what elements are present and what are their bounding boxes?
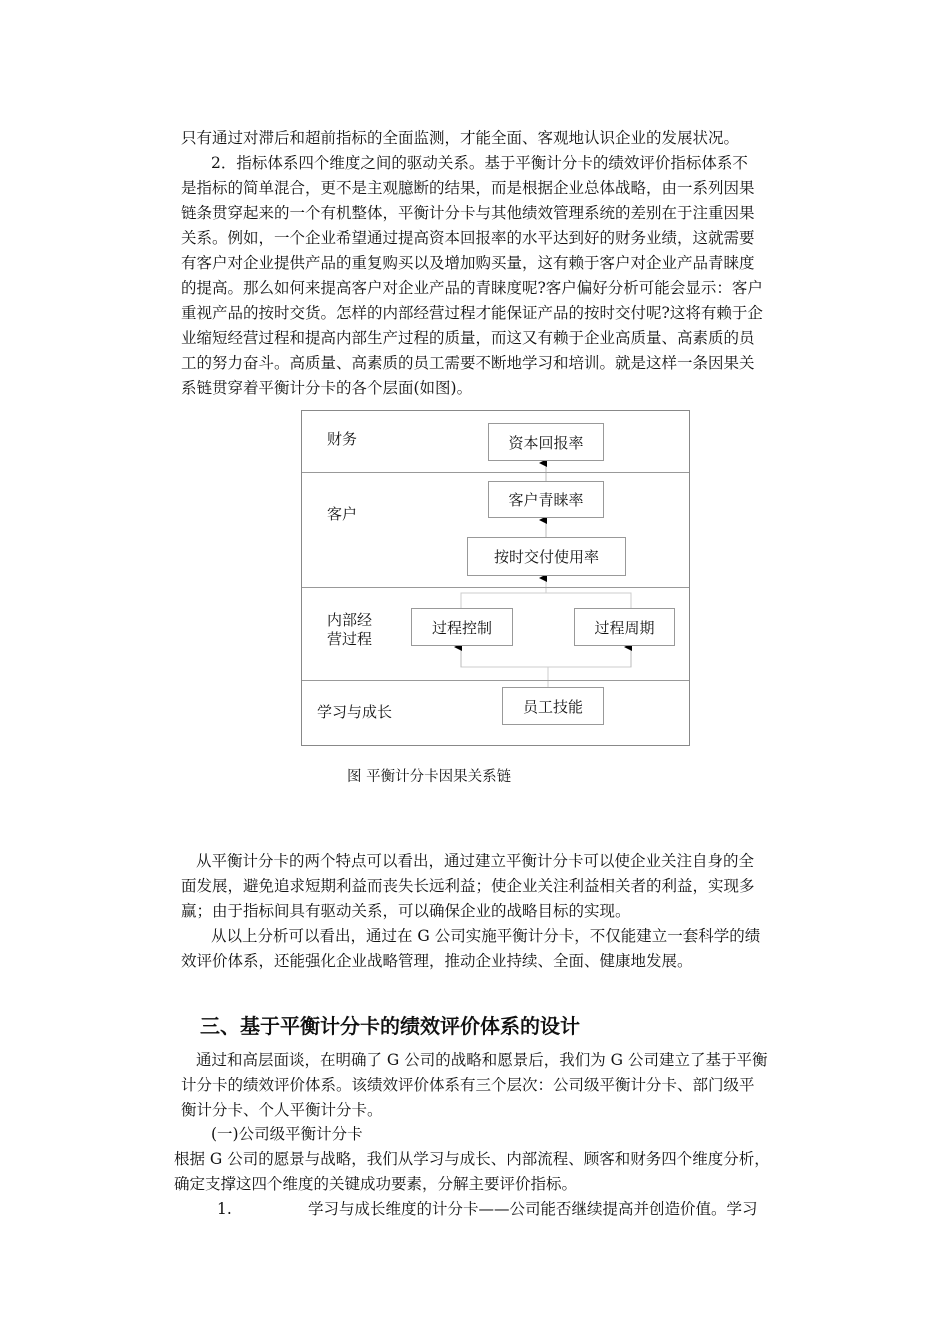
layer-label-internal: 营过程 xyxy=(327,630,373,648)
text-line: 重视产品的按时交货。怎样的内部经营过程才能保证产品的按时交付呢?这将有赖于企 xyxy=(181,304,763,322)
text-line: 从以上分析可以看出，通过在 G 公司实施平衡计分卡，不仅能建立一套科学的绩 xyxy=(211,927,761,945)
text-line: 工的努力奋斗。高质量、高素质的员工需要不断地学习和培训。就是这样一条因果关 xyxy=(181,354,755,372)
list-item-number: 1. xyxy=(217,1200,232,1218)
list-item-text: 学习与成长维度的计分卡——公司能否继续提高并创造价值。学习 xyxy=(308,1200,758,1218)
text-line: 2．指标体系四个维度之间的驱动关系。基于平衡计分卡的绩效评价指标体系不 xyxy=(211,154,748,172)
layer-label-internal: 内部经 xyxy=(327,611,373,629)
text-line: 的提高。那么如何来提高客户对企业产品的青睐度呢?客户偏好分析可能会显示：客户 xyxy=(181,279,763,297)
text-line: 从平衡计分卡的两个特点可以看出，通过建立平衡计分卡可以使企业关注自身的全 xyxy=(196,852,755,870)
box-process-control: 过程控制 xyxy=(411,608,513,646)
box-employee-skill: 员工技能 xyxy=(502,687,604,725)
text-line: 确定支撑这四个维度的关键成功要素，分解主要评价指标。 xyxy=(174,1175,578,1193)
text-line: 根据 G 公司的愿景与战略，我们从学习与成长、内部流程、顾客和财务四个维度分析， xyxy=(174,1150,770,1168)
text-line: 业缩短经营过程和提高内部生产过程的质量，而这又有赖于企业高质量、高素质的员 xyxy=(181,329,755,347)
text-line: 计分卡的绩效评价体系。该绩效评价体系有三个层次：公司级平衡计分卡、部门级平 xyxy=(181,1076,755,1094)
text-line: 只有通过对滞后和超前指标的全面监测，才能全面、客观地认识企业的发展状况。 xyxy=(181,129,740,147)
subheading: (一)公司级平衡计分卡 xyxy=(211,1125,363,1143)
text-line: 赢；由于指标间具有驱动关系，可以确保企业的战略目标的实现。 xyxy=(181,902,631,920)
box-return-on-capital: 资本回报率 xyxy=(488,423,604,461)
section-heading: 三、基于平衡计分卡的绩效评价体系的设计 xyxy=(200,1014,580,1038)
layer-label-learning: 学习与成长 xyxy=(317,703,393,721)
text-line: 面发展，避免追求短期利益而丧失长远利益；使企业关注利益相关者的利益，实现多 xyxy=(181,877,755,895)
text-line: 衡计分卡、个人平衡计分卡。 xyxy=(181,1101,383,1119)
box-customer-preference: 客户青睐率 xyxy=(488,481,604,518)
layer-label-finance: 财务 xyxy=(327,430,358,448)
causal-chain-diagram xyxy=(301,410,690,746)
box-process-cycle: 过程周期 xyxy=(574,608,675,646)
text-line: 通过和高层面谈，在明确了 G 公司的战略和愿景后，我们为 G 公司建立了基于平衡 xyxy=(196,1051,768,1069)
figure-caption: 图 平衡计分卡因果关系链 xyxy=(347,769,512,785)
text-line: 效评价体系，还能强化企业战略管理，推动企业持续、全面、健康地发展。 xyxy=(181,952,693,970)
text-line: 是指标的简单混合，更不是主观臆断的结果，而是根据企业总体战略，由一系列因果 xyxy=(181,179,755,197)
layer-divider xyxy=(302,680,689,681)
layer-label-customer: 客户 xyxy=(327,505,358,523)
layer-divider xyxy=(302,472,689,473)
text-line: 有客户对企业提供产品的重复购买以及增加购买量，这有赖于客户对企业产品青睐度 xyxy=(181,254,755,272)
text-line: 系链贯穿着平衡计分卡的各个层面(如图)。 xyxy=(181,379,473,397)
layer-divider xyxy=(302,587,689,588)
text-line: 链条贯穿起来的一个有机整体，平衡计分卡与其他绩效管理系统的差别在于注重因果 xyxy=(181,204,755,222)
box-on-time-delivery: 按时交付使用率 xyxy=(467,537,626,576)
text-line: 关系。例如，一个企业希望通过提高资本回报率的水平达到好的财务业绩，这就需要 xyxy=(181,229,755,247)
diagram-connectors xyxy=(302,411,691,747)
